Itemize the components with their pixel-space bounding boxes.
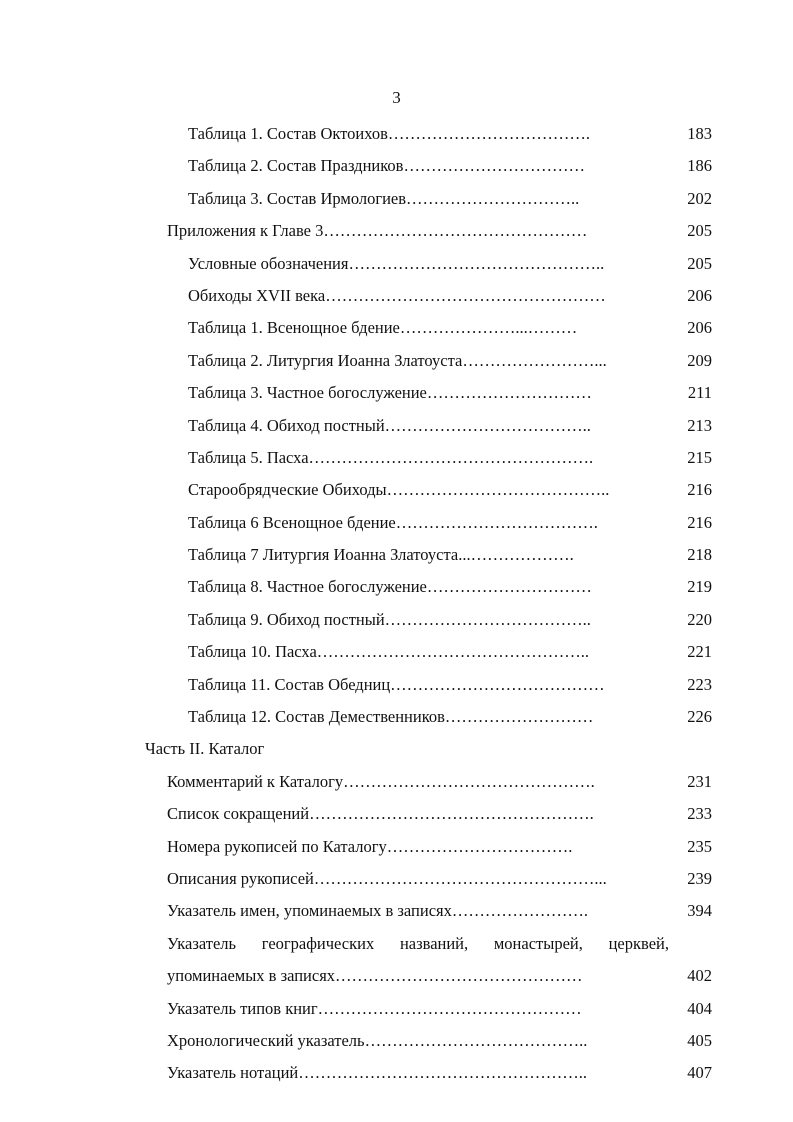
toc-entry [0,701,793,733]
toc-entry-page: 186 [687,156,712,176]
toc-entry [0,766,793,798]
toc-entry-title: Указатель географических названий, монастырей, церквей, [167,933,669,953]
toc-entry [0,863,793,895]
toc-entry-title: Указатель типов книг………………………………………… [167,998,582,1018]
toc-entry [0,280,793,312]
toc-entry-page: 202 [687,188,712,208]
toc-entry-title: Приложения к Главе 3………………………………………… [167,221,588,241]
toc-entry-title: Таблица 7 Литургия Иоанна Златоуста...………………. [188,545,574,565]
toc-entry [0,895,793,927]
toc-entry-page: 205 [687,253,712,273]
toc-entry [0,312,793,344]
toc-entry-page: 183 [687,124,712,143]
toc-entry [0,150,793,182]
toc-entry-page: 231 [687,771,712,791]
toc-entry-page: 209 [687,350,712,370]
toc-entry-title: Таблица 9. Обиход постный……………………………….. [188,609,591,629]
toc-entry-title: Указатель нотаций…………………………………………….. [167,1063,587,1083]
toc-entry-title: Условные обозначения……………………………………….. [188,253,605,273]
toc-entry [0,442,793,474]
toc-entry-page: 226 [687,707,712,727]
toc-entry-title: Таблица 3. Частное богослужение………………………… [188,383,592,403]
toc-entry-title: Указатель имен, упоминаемых в записях……………………. [167,901,588,921]
toc-entry-title: Таблица 3. Состав Ирмологиев………………………….. [188,188,580,208]
toc-entry-page: 407 [687,1063,712,1083]
toc-entry [0,118,793,150]
toc-entry-title: Часть II. Каталог [145,739,265,759]
toc-entry-title: Описания рукописей……………………………………………... [167,868,607,888]
toc-entry [0,377,793,409]
page-number: 3 [392,88,401,107]
toc-entry-title: упоминаемых в записях……………………………………… [167,966,583,986]
toc-entry-page: 206 [687,318,712,338]
toc-entry [0,798,793,830]
toc-entry [0,669,793,701]
toc-entry-title: Старообрядческие Обиходы………………………………….. [188,480,610,500]
toc-entry-title: Таблица 1. Всенощное бдение…………………...……… [188,318,578,338]
toc-entry-title: Таблица 4. Обиход постный……………………………….. [188,415,591,435]
toc-entry-page: 216 [687,512,712,532]
toc-entry-title: Хронологический указатель………………………………….. [167,1030,588,1050]
toc-entry-title: Список сокращений……………………………………………. [167,804,594,824]
toc-entry-page: 221 [687,642,712,662]
toc-entry-page: 404 [687,998,712,1018]
toc-entry-wrapped-line [0,928,793,960]
toc-entry-title: Комментарий к Каталогу………………………………………. [167,771,595,791]
toc-entry-page: 394 [687,901,712,921]
toc-entry [0,831,793,863]
toc-entry-title: Таблица 11. Состав Обедниц………………………………… [188,674,605,694]
toc-entry-title: Таблица 1. Состав Октоихов………………………………. [188,124,591,143]
toc-entry [0,636,793,668]
toc-entry-page: 205 [687,221,712,241]
toc-entry-title: Таблица 5. Пасха……………………………………………. [188,447,594,467]
toc-entry-title: Обиходы XVII века…………………………………………… [188,285,606,305]
toc-part-heading [0,733,793,765]
toc-entry [0,571,793,603]
toc-entry [0,507,793,539]
toc-entry [0,1057,793,1089]
toc-entry [0,993,793,1025]
toc-entry-page: 220 [687,609,712,629]
toc-entry-page: 215 [687,447,712,467]
toc-entry-page: 235 [687,836,712,856]
toc-entry-title: Таблица 6 Всенощное бдение………………………………. [188,512,598,532]
table-of-contents [0,118,793,1090]
toc-entry-page: 239 [687,868,712,888]
toc-entry-page: 402 [687,966,712,986]
toc-entry-page: 206 [687,285,712,305]
toc-entry-page: 223 [687,674,712,694]
toc-entry-page: 211 [687,383,712,403]
toc-entry-title: Таблица 10. Пасха………………………………………….. [188,642,590,662]
toc-entry-title: Таблица 12. Состав Демественников……………………… [188,707,594,727]
toc-entry [0,1025,793,1057]
toc-entry-page: 219 [687,577,712,597]
toc-entry-title: Таблица 8. Частное богослужение………………………… [188,577,592,597]
toc-entry [0,960,793,992]
toc-entry-page: 218 [687,545,712,565]
toc-entry-title: Номера рукописей по Каталогу……………………………. [167,836,573,856]
toc-entry-page: 405 [687,1030,712,1050]
toc-entry [0,539,793,571]
toc-entry [0,248,793,280]
toc-entry [0,604,793,636]
toc-entry-title: Таблица 2. Литургия Иоанна Златоуста……………………... [188,350,607,370]
toc-entry-title: Таблица 2. Состав Праздников…………………………… [188,156,585,176]
toc-entry [0,215,793,247]
toc-entry-page: 216 [687,480,712,500]
toc-entry [0,345,793,377]
toc-entry-page: 213 [687,415,712,435]
toc-entry [0,474,793,506]
toc-entry [0,183,793,215]
toc-entry-page: 233 [687,804,712,824]
toc-entry [0,410,793,442]
